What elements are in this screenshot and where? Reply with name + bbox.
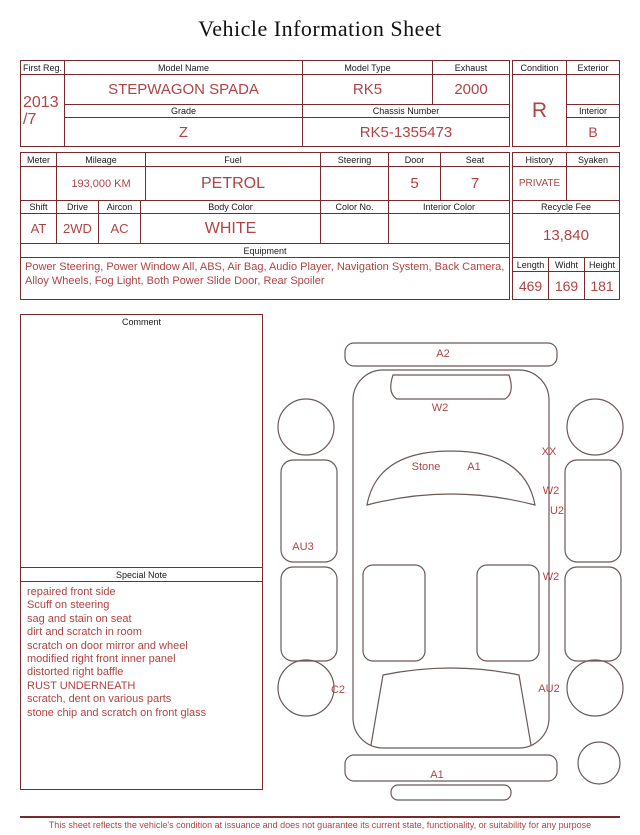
special-note-line: scratch, dent on various parts [27, 693, 172, 706]
interior-color-value [389, 214, 509, 243]
exhaust-value: 2000 [454, 81, 488, 98]
exterior-label: Exterior [567, 61, 619, 75]
vehicle-diagram [265, 315, 637, 815]
diagram-damage-label: AU2 [538, 683, 560, 695]
body-color-value: WHITE [141, 214, 321, 243]
special-note-label: Special Note [21, 568, 262, 582]
length-label: Length [513, 258, 549, 271]
special-note-box [20, 567, 263, 790]
diagram-damage-label: W2 [542, 571, 560, 583]
condition-table [512, 60, 620, 147]
diagram-damage-label: W2 [431, 402, 449, 414]
fuel-label: Fuel [146, 153, 321, 166]
equipment-value: Power Steering, Power Window All, ABS, Air Bag, Audio Player, Navigation System, Back Camera, Alloy Wheels, Fog Light, Both Power Slide Door, Rear Spoiler [25, 261, 505, 287]
comment-box [20, 314, 263, 568]
diagram-damage-label: A1 [467, 461, 481, 473]
shift-value: AT [21, 214, 57, 243]
door-label: Door [389, 153, 441, 166]
footer-divider [20, 816, 620, 818]
color-no-label: Color No. [321, 201, 389, 213]
width-label: Widht [549, 258, 585, 271]
special-note-line: repaired front side [27, 586, 116, 598]
exterior-value [567, 75, 619, 105]
width-value: 169 [549, 272, 585, 299]
steering-label: Steering [321, 153, 389, 166]
diagram-damage-label: A2 [436, 348, 450, 360]
diagram-damage-label: U2 [549, 505, 565, 517]
exhaust-label: Exhaust [454, 62, 488, 73]
special-note-line: stone chip and scratch on front glass [27, 706, 207, 719]
comment-label: Comment [121, 317, 161, 327]
history-value: PRIVATE [513, 167, 567, 200]
registration-table [20, 60, 510, 147]
steering-value [321, 167, 389, 200]
mileage-value: 193,000 KM [57, 167, 146, 200]
shift-label: Shift [21, 201, 57, 213]
fuel-value: PETROL [146, 167, 321, 200]
seat-value: 7 [470, 175, 480, 192]
grade-value: Z [65, 118, 303, 146]
meter-label: Meter [21, 153, 57, 166]
chassis-number-value: RK5-1355473 [359, 123, 453, 141]
diagram-damage-labels [265, 315, 637, 815]
body-color-label: Body Color [141, 201, 321, 213]
model-type-value: RK5 [303, 75, 433, 104]
special-note-line: Scuff on steering [27, 599, 110, 612]
special-note-line: dirt and scratch in room [27, 626, 142, 639]
diagram-damage-label: Stone [411, 461, 441, 473]
recycle-fee-label: Recycle Fee [540, 202, 592, 212]
aircon-value: AC [99, 214, 141, 243]
history-dimensions-table [512, 152, 620, 300]
diagram-damage-label: A1 [430, 769, 444, 781]
color-no-value [321, 214, 389, 243]
model-type-label: Model Type [303, 61, 433, 74]
meter-value [21, 167, 57, 200]
special-note-line: RUST UNDERNEATH [27, 679, 136, 692]
aircon-label: Aircon [99, 201, 141, 213]
first-reg-label: First Reg. [21, 61, 64, 75]
grade-label: Grade [65, 105, 303, 117]
door-value: 5 [389, 167, 441, 200]
condition-value: R [531, 98, 548, 122]
height-value: 181 [590, 277, 614, 294]
interior-label: Interior [567, 105, 619, 118]
page-title: Vehicle Information Sheet [198, 16, 442, 41]
drive-value: 2WD [57, 214, 99, 243]
height-label: Height [588, 259, 615, 270]
specs-table [20, 152, 510, 300]
diagram-damage-label: AU3 [292, 541, 314, 553]
footer-disclaimer: This sheet reflects the vehicle's condition at issuance and does not guarantee its current state, functionality, or suitability for any purpose [48, 820, 592, 830]
diagram-damage-label: C2 [330, 684, 346, 696]
length-value: 469 [513, 272, 549, 299]
diagram-damage-label: W2 [542, 485, 560, 497]
model-name-value: STEPWAGON SPADA [65, 75, 303, 104]
chassis-number-label: Chassis Number [372, 106, 440, 116]
syaken-label: Syaken [577, 154, 609, 165]
interior-color-label: Interior Color [422, 202, 476, 212]
recycle-fee-value: 13,840 [543, 227, 589, 244]
mileage-label: Mileage [57, 153, 146, 166]
syaken-value [567, 167, 619, 200]
equipment-label: Equipment [243, 245, 287, 256]
special-note-line: sag and stain on seat [27, 612, 132, 625]
interior-value: B [588, 124, 598, 140]
model-name-label: Model Name [65, 61, 303, 74]
condition-label: Condition [513, 61, 566, 75]
drive-label: Drive [57, 201, 99, 213]
special-note-line: scratch on door mirror and wheel [27, 639, 188, 652]
special-note-list [21, 582, 262, 724]
special-note-line: distorted right baffle [27, 666, 124, 679]
seat-label: Seat [465, 154, 485, 165]
history-label: History [513, 153, 567, 166]
diagram-damage-label: XX [541, 446, 557, 458]
special-note-line: modified right front inner panel [27, 653, 176, 666]
first-reg-value: 2013 /7 [23, 93, 59, 128]
